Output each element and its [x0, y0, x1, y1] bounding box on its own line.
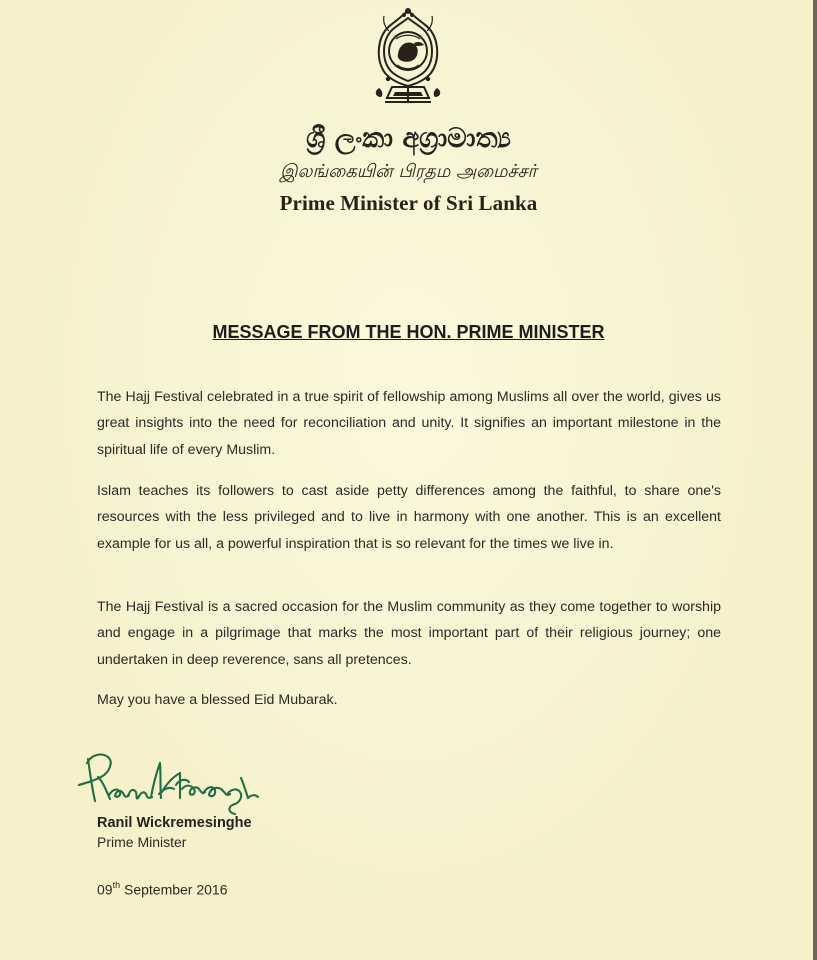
letterhead-english-title: Prime Minister of Sri Lanka — [279, 191, 538, 215]
message-paragraph-2: Islam teaches its followers to cast aside petty differences among the faithful, to share one's resources with the less privileged and to live in harmony with one another. This is an excellent example for us all, a powerful inspiration that is so relevant for the times we live in. — [97, 483, 721, 552]
date-month-year: September 2016 — [123, 881, 228, 898]
closing-greeting: May you have a blessed Eid Mubarak. — [97, 692, 338, 708]
signer-title: Prime Minister — [97, 834, 187, 850]
message-heading: MESSAGE FROM THE HON. PRIME MINISTER — [212, 322, 605, 342]
message-paragraph-3: The Hajj Festival is a sacred occasion for the Muslim community as they come together to worship and engage in a pilgrimage that marks the most important part of their religious journey; one undertaken in deep reverence, sans all pretences. — [97, 599, 721, 668]
date-day-suffix: th — [112, 880, 121, 890]
date-day: 09 — [97, 881, 113, 898]
handwritten-signature-icon — [70, 728, 260, 820]
letterhead-sinhala-title: ශ්‍රී ලංකා අග්‍රාමාත්‍ය — [306, 123, 511, 154]
letterhead-tamil-title: இலங்கையின் பிரதம அமைச்சர் — [280, 161, 537, 182]
letter-date — [97, 876, 228, 900]
signer-name: Ranil Wickremesinghe — [97, 815, 252, 831]
sri-lanka-state-emblem-icon — [367, 6, 449, 110]
message-paragraph-1: The Hajj Festival celebrated in a true spirit of fellowship among Muslims all over the world, gives us great insights into the need for reconciliation and unity. It signifies an important milestone in the spiritual life of every Muslim. — [97, 389, 721, 458]
